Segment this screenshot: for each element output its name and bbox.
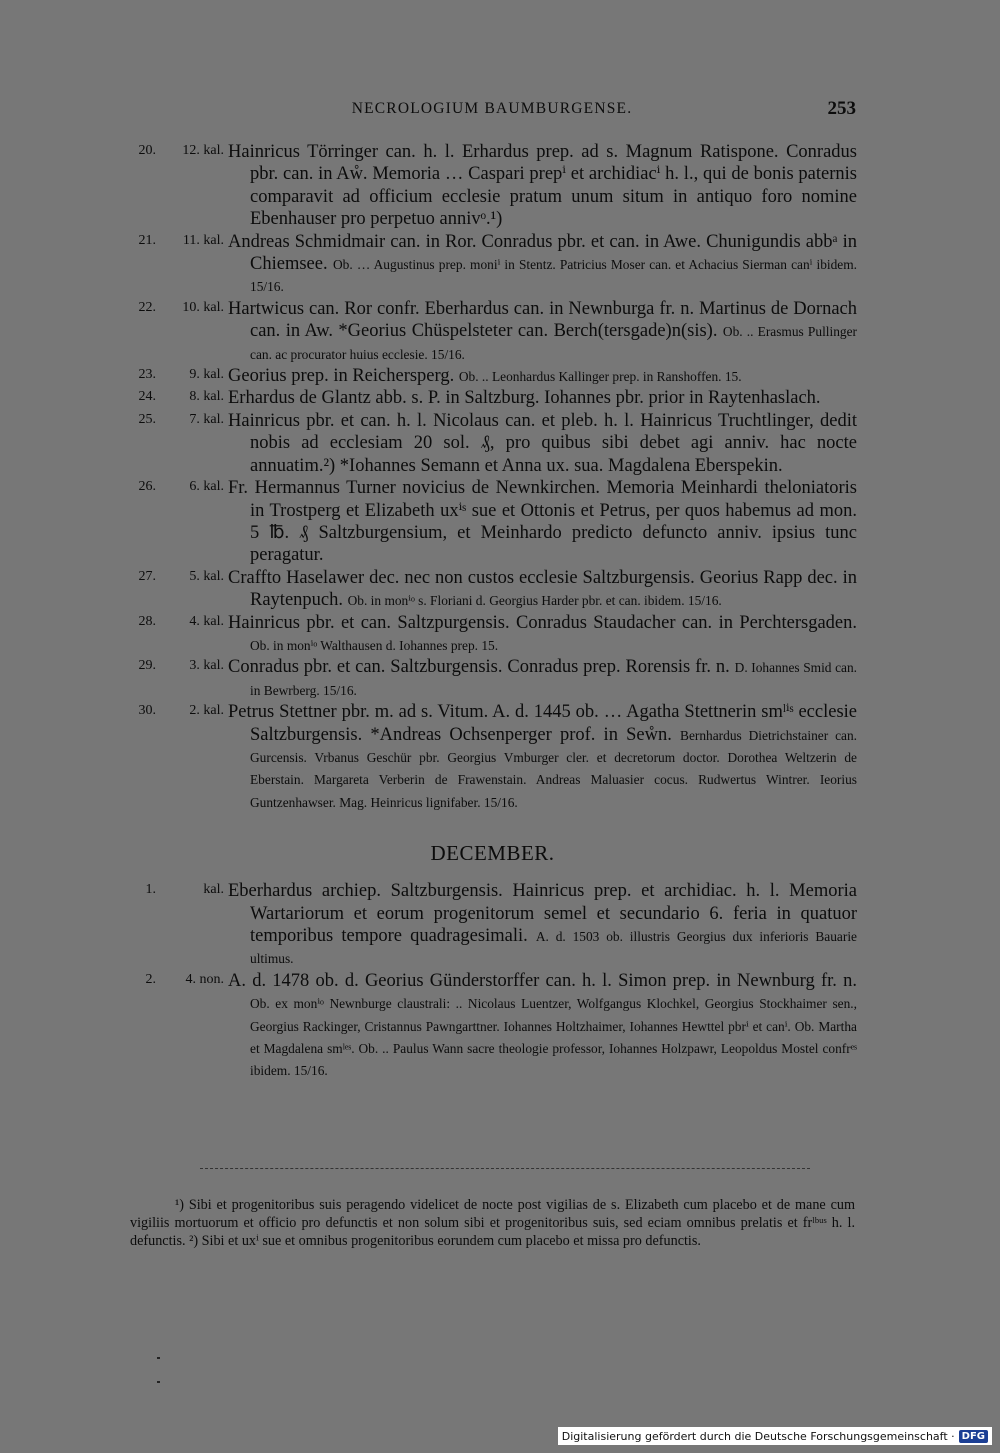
entry-body xyxy=(228,970,857,1082)
entry-obituary-note: Ob. ex monⁱᵒ Newnburge claustrali: .. Nicolaus Luentzer, Wolfgangus Klochkel, Georgius Stockhaimer sen., Georgius Rackinger, Cristannus Pawngarttner. Iohannes Holtzhaimer, Iohannes Hewttel pbrⁱ et canⁱ. Ob. Martha et Magdalena smˡᵉˢ. Ob. .. Paulus Wann sacre theologie professor, Iohannes Holzpawr, Leopoldus Mostel confrᵉˢ ibidem. 15/16. xyxy=(250,996,857,1079)
entry-obituary-note: D. Iohannes Smid can. in Bewrberg. 15/16. xyxy=(250,660,858,698)
credit-text: Digitalisierung gefördert durch die Deutsche Forschungsgemeinschaft · xyxy=(561,1429,955,1443)
entry-text: Georius prep. in Reichersperg. xyxy=(228,366,455,387)
entry-row xyxy=(128,567,857,612)
entry-number: 22. xyxy=(138,299,156,315)
entry-obituary-note: Ob. .. Leonhardus Kallinger prep. in Ranshoffen. 15. xyxy=(458,369,742,385)
entry-number: 23. xyxy=(138,367,156,383)
footnote-text: ¹) Sibi et progenitoribus suis peragendo videlicet de nocte post vigilias de s. Elizabeth cum placebo et de mane cum vigiliis mortuorum et officio pro defunctis et non solum sibi et progenitoribus suis, sed eciam omnibus prelatis et frˡᵇᵘˢ h. l. defunctis. ²) Sibi et uxⁱ sue et omnibus progenitoribus eorundem cum placebo et missa pro defunctis. xyxy=(130,1197,855,1249)
entry-day: 5. kal. xyxy=(189,568,224,584)
entry-row xyxy=(128,477,857,567)
entry-day: 7. kal. xyxy=(189,411,224,427)
entry-text: Hainricus Törringer can. h. l. Erhardus prep. ad s. Magnum Ratispone. Conradus pbr. can. in Aẘ. Memoria … Caspari prepⁱ et archidiacⁱ h. l., qui de bonis paternis comparavit ad officium ecclesie pratum unum situm in antiquo foro nomine Ebenhauser pro perpetuo annivᵒ.¹) xyxy=(228,142,857,230)
entry-day: 12. kal. xyxy=(182,143,224,158)
entry-row xyxy=(128,298,857,365)
entry-text: Eberhardus archiep. Saltzburgensis. Hainricus prep. et archidiac. h. l. Memoria Wartariorum et eorum progenitorum semel et secundario 6. feria in quatuor temporibus tempore quadragesimali. xyxy=(228,881,857,946)
entries-list xyxy=(128,141,857,1082)
entry-row xyxy=(128,231,857,298)
entry-day: 8. kal. xyxy=(189,389,224,405)
entry-obituary-note: Bernhardus Dietrichstainer can. Gurcensis. Vrbanus Geschür pbr. Georgius Vmburger cler. et decretorum doctor. Dorothea Weltzerin de Eberstain. Margareta Verberin de Frawenstain. Andreas Maluasier cocus. Rudwertus Wintrer. Ieorius Guntzenhawser. Mag. Heinricus lignifaber. 15/16. xyxy=(250,727,858,810)
entry-row xyxy=(128,410,857,477)
entry-body xyxy=(228,567,857,612)
entry-number: 20. xyxy=(138,143,156,158)
entry-day: 11. kal. xyxy=(182,232,224,248)
entry-day: 2. kal. xyxy=(189,703,224,719)
entry-row xyxy=(128,880,857,970)
entry-number: 21. xyxy=(138,232,156,248)
entry-row xyxy=(128,387,857,409)
entry-row xyxy=(128,970,857,1082)
entry-day: 4. kal. xyxy=(189,613,224,629)
entry-body xyxy=(228,701,857,813)
entry-text: Conradus pbr. et can. Saltzburgensis. Conradus prep. Rorensis fr. n. xyxy=(228,657,730,678)
speck xyxy=(157,1381,160,1383)
entry-obituary-note: Ob. in monⁱᵒ s. Floriani d. Georgius Harder pbr. et can. ibidem. 15/16. xyxy=(347,593,722,609)
entry-number: 24. xyxy=(138,389,156,405)
section-heading: DECEMBER. xyxy=(430,841,555,866)
entry-body xyxy=(228,141,857,231)
entry-text: Hainricus pbr. et can. h. l. Nicolaus can. et pleb. h. l. Hainricus Truchtlinger, dedit nobis ad ecclesiam 20 sol. ₰, pro quibus sibi debet agi anniv. hac nocte annuatim.²) *Iohannes Semann et Anna ux. sua. Magdalena Eberspekin. xyxy=(228,410,857,476)
entry-row xyxy=(128,141,857,231)
footnotes xyxy=(130,1196,855,1250)
entry-day: 6. kal. xyxy=(189,479,224,495)
page-number: 253 xyxy=(827,98,856,119)
entry-row xyxy=(128,365,857,387)
entry-text: A. d. 1478 ob. d. Georius Günderstorffer can. h. l. Simon prep. in Newnburg fr. n. xyxy=(228,970,857,991)
entry-number: 1. xyxy=(145,882,156,898)
entry-obituary-note: A. d. 1503 ob. illustris Georgius dux inferioris Bauarie ultimus. xyxy=(250,929,857,967)
entry-obituary-note: Ob. .. Erasmus Pullinger can. ac procurator huius ecclesie. 15/16. xyxy=(250,324,858,362)
entry-body xyxy=(228,231,857,298)
credit-bar xyxy=(558,1427,992,1445)
entry-day: 3. kal. xyxy=(189,658,224,674)
entry-obituary-note: Ob. … Augustinus prep. moniⁱ in Stentz. Patricius Moser can. et Achacius Sierman canⁱ ibidem. 15/16. xyxy=(250,257,858,295)
entry-number: 2. xyxy=(145,971,156,987)
entry-text: Hainricus pbr. et can. Saltzpurgensis. Conradus Staudacher can. in Perchtersgaden. xyxy=(228,612,857,633)
entry-body xyxy=(228,298,857,365)
entry-day: 9. kal. xyxy=(189,367,224,383)
entry-day: 10. kal. xyxy=(182,299,224,315)
entry-text: Erhardus de Glantz abb. s. P. in Saltzburg. Iohannes pbr. prior in Raytenhaslach. xyxy=(228,388,821,409)
entry-number: 30. xyxy=(138,703,156,719)
entry-body xyxy=(228,365,857,387)
entry-body xyxy=(228,410,857,477)
entry-number: 28. xyxy=(138,613,156,629)
entry-text: Hartwicus can. Ror confr. Eberhardus can. in Newnburga fr. n. Martinus de Dornach can. in Aw. *Georius Chüspelsteter can. Berch(tersgade)n(sis). xyxy=(228,298,857,342)
dfg-logo: DFG xyxy=(959,1430,988,1443)
entry-body xyxy=(228,880,857,970)
entry-row xyxy=(128,701,857,813)
entry-day: 4. non. xyxy=(185,971,224,987)
entry-number: 26. xyxy=(138,479,156,495)
entry-row xyxy=(128,612,857,657)
entry-text: Fr. Hermannus Turner novicius de Newnkirchen. Memoria Meinhardi theloniatoris in Trostperg et Elizabeth uxⁱˢ sue et Ottonis et Petrus, per quos habemus ad mon. 5 ℔. ₰ Saltzburgensium, et Meinhardo predicto defuncto anniv. ipsius tunc peragatur. xyxy=(228,478,857,566)
entry-text: Craffto Haselawer dec. nec non custos ecclesie Saltzburgensis. Georius Rapp dec. in Raytenpuch. xyxy=(228,567,857,611)
entry-row xyxy=(128,656,857,701)
entry-day: kal. xyxy=(203,882,224,898)
entry-body xyxy=(228,612,857,657)
entry-text: Petrus Stettner pbr. m. ad s. Vitum. A. d. 1445 ob. … Agatha Stettnerin smˡⁱˢ ecclesie Saltzburgensis. *Andreas Ochsenperger prof. in Seẘn. xyxy=(228,702,857,745)
speck xyxy=(157,1357,160,1359)
entry-body xyxy=(228,477,857,567)
entry-number: 25. xyxy=(138,411,156,427)
entry-number: 27. xyxy=(138,568,156,584)
page-header xyxy=(128,98,856,122)
entry-text: Andreas Schmidmair can. in Ror. Conradus pbr. et can. in Awe. Chunigundis abbᵃ in Chiemsee. xyxy=(228,231,857,275)
entry-body xyxy=(228,656,857,701)
entry-obituary-note: Ob. in monⁱᵒ Walthausen d. Iohannes prep. 15. xyxy=(250,637,499,653)
entry-number: 29. xyxy=(138,658,156,674)
footnote-divider xyxy=(200,1168,810,1169)
running-title: NECROLOGIUM BAUMBURGENSE. xyxy=(351,100,633,117)
entry-body xyxy=(228,387,857,409)
